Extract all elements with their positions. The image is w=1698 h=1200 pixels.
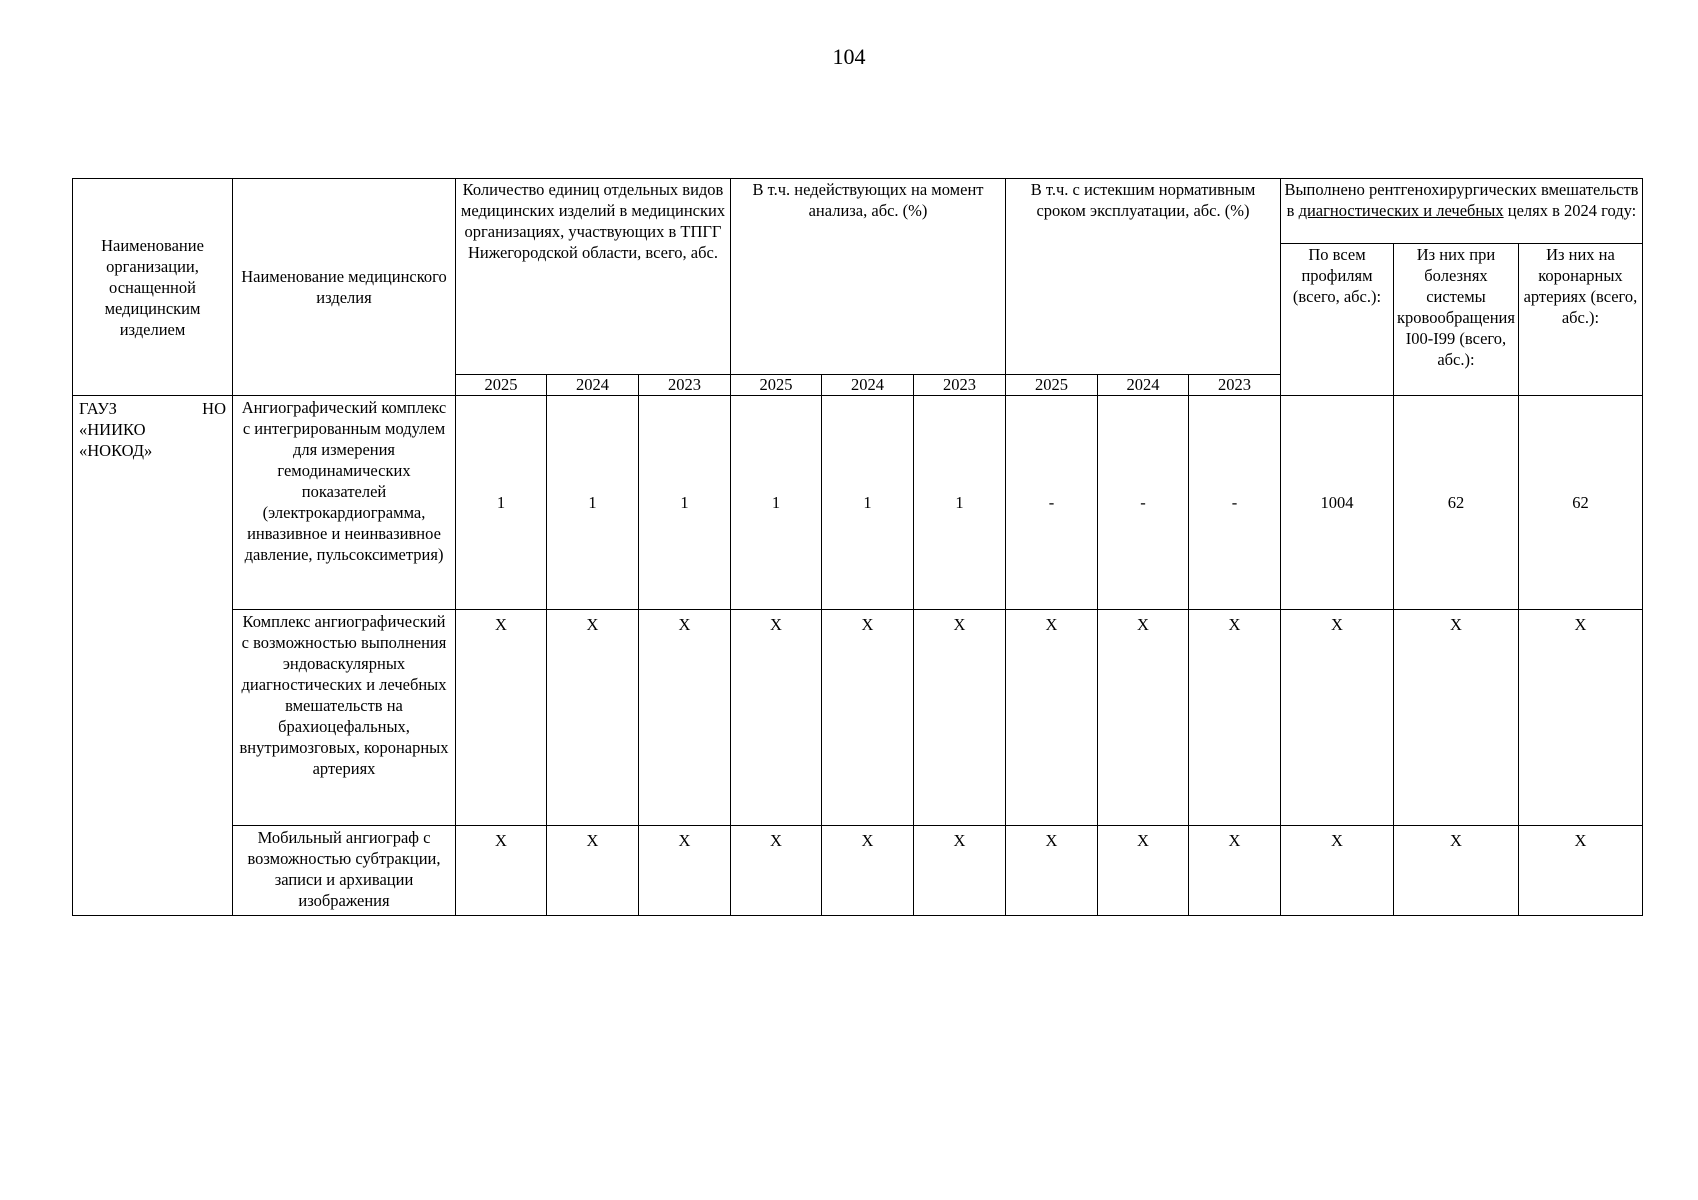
table-row [73, 826, 1643, 916]
value-cell: X [1006, 826, 1098, 916]
header-units-count: Количество единиц отдельных видов медицинских изделий в медицинских организациях, участвующих в ТПГГ Нижегородской области, всего, абс. [456, 179, 731, 375]
year-cell: 2023 [1189, 375, 1281, 396]
year-cell: 2023 [639, 375, 731, 396]
year-cell: 2025 [731, 375, 822, 396]
value-cell: X [1098, 610, 1189, 826]
value-cell: X [1281, 826, 1394, 916]
value-cell: X [1098, 826, 1189, 916]
value-cell: 1 [456, 396, 547, 610]
header-expired: В т.ч. с истекшим нормативным сроком эксплуатации, абс. (%) [1006, 179, 1281, 375]
value-cell: X [1006, 610, 1098, 826]
value-cell: X [639, 826, 731, 916]
value-cell: 1 [639, 396, 731, 610]
device-name-cell: Мобильный ангиограф с возможностью субтракции, записи и архивации изображения [233, 826, 456, 916]
header-interventions-pre: Выполнено рентгенохирургических вмешательств в [1284, 180, 1639, 220]
year-cell: 2024 [822, 375, 914, 396]
value-cell: X [547, 826, 639, 916]
device-name-cell: Комплекс ангиографический с возможностью выполнения эндоваскулярных диагностических и лечебных вмешательств на брахиоцефальных, внутримозговых, коронарных артериях [233, 610, 456, 826]
value-cell: X [547, 610, 639, 826]
header-interventions [1281, 179, 1643, 244]
year-cell: 2024 [1098, 375, 1189, 396]
value-cell: X [1518, 826, 1642, 916]
value-cell: X [822, 826, 914, 916]
table-row [73, 610, 1643, 826]
value-cell: 1004 [1281, 396, 1394, 610]
value-cell: X [731, 610, 822, 826]
value-cell: - [1098, 396, 1189, 610]
value-cell: 62 [1394, 396, 1519, 610]
value-cell: X [1281, 610, 1394, 826]
header-org-name: Наименование организации, оснащенной медицинским изделием [73, 179, 233, 396]
value-cell: X [456, 610, 547, 826]
header-sub-coronary: Из них на коронарных артериях (всего, абс.): [1518, 244, 1642, 396]
value-cell: 1 [822, 396, 914, 610]
year-cell: 2025 [1006, 375, 1098, 396]
value-cell: - [1006, 396, 1098, 610]
value-cell: - [1189, 396, 1281, 610]
year-cell: 2024 [547, 375, 639, 396]
header-interventions-link: диагностических и лечебных [1298, 201, 1504, 220]
value-cell: X [822, 610, 914, 826]
device-name-cell: Ангиографический комплекс с интегрированным модулем для измерения гемодинамических показателей (электрокардиограмма, инвазивное и неинвазивное давление, пульсоксиметрия) [233, 396, 456, 610]
value-cell: X [639, 610, 731, 826]
header-row-top [73, 179, 1643, 244]
value-cell: X [914, 610, 1006, 826]
page-number: 104 [832, 44, 866, 69]
organization-cell [73, 396, 233, 916]
value-cell: X [1189, 610, 1281, 826]
year-cell: 2023 [914, 375, 1006, 396]
value-cell: 1 [914, 396, 1006, 610]
value-cell: X [1394, 826, 1519, 916]
org-line3: «НОКОД» [79, 441, 153, 460]
org-line2: «НИИКО [79, 420, 146, 439]
header-device-name: Наименование медицинского изделия [233, 179, 456, 396]
value-cell: X [456, 826, 547, 916]
value-cell: X [1189, 826, 1281, 916]
value-cell: X [731, 826, 822, 916]
year-cell: 2025 [456, 375, 547, 396]
org-line1-right: НО [202, 399, 226, 418]
value-cell: X [914, 826, 1006, 916]
header-sub-all-profiles: По всем профилям (всего, абс.): [1281, 244, 1394, 396]
value-cell: 1 [731, 396, 822, 610]
org-line1-left: ГАУЗ [79, 399, 117, 418]
table-row [73, 396, 1643, 610]
header-inactive: В т.ч. недействующих на момент анализа, абс. (%) [731, 179, 1006, 375]
header-sub-circulatory: Из них при болезнях системы кровообращения I00-I99 (всего, абс.): [1394, 244, 1519, 396]
equipment-table [72, 178, 1643, 916]
header-interventions-post: целях в 2024 году: [1503, 201, 1637, 220]
value-cell: 62 [1518, 396, 1642, 610]
value-cell: X [1518, 610, 1642, 826]
value-cell: 1 [547, 396, 639, 610]
value-cell: X [1394, 610, 1519, 826]
